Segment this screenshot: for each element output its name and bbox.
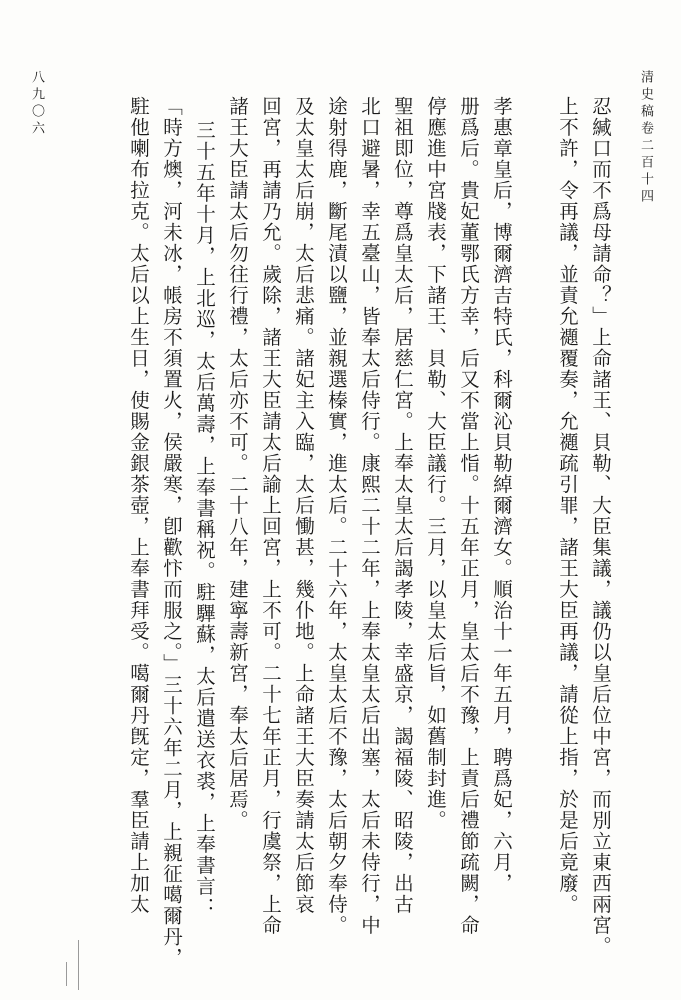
text-column: 孝惠章皇后，博爾濟吉特氏，科爾沁貝勒綽爾濟女。順治十一年五月，聘爲妃，六月， <box>490 96 513 894</box>
page-scratch-mark <box>78 940 79 990</box>
text-column: 册爲后。貴妃董鄂氏方幸，后又不當上恉。十五年正月，皇太后不豫，上責后禮節疏闕，命 <box>457 96 480 936</box>
running-header-title: 清史稿卷二百十四 <box>638 70 653 206</box>
text-column: 途射得鹿，斷尾漬以鹽，並親選榛實，進太后。二十六年，太皇太后不豫，太后朝夕奉侍。 <box>325 96 348 936</box>
text-column: 駐他喇布拉克。太后以上生日，使賜金銀茶壺，上奉書拜受。噶爾丹旣定，羣臣請上加太 <box>127 96 150 915</box>
page-scratch-mark <box>66 962 67 986</box>
text-column: 停應進中宮牋表，下諸王、貝勒、大臣議行。三月，以皇太后旨，如舊制封進。 <box>424 96 447 831</box>
page-number: 八九〇六 <box>29 70 44 138</box>
text-column: 聖祖即位，尊爲皇太后，居慈仁宮。上奉太皇太后謁孝陵，幸盛京，謁福陵、昭陵，出古 <box>391 96 414 915</box>
text-column: 北口避暑，幸五臺山，皆奉太后侍行。康熙二十二年，上奉太皇太后出塞，太后未侍行，中 <box>358 96 381 936</box>
text-column: 三十五年十月，上北巡，太后萬壽，上奉書稱祝。駐驆蘇，太后遣送衣裘，上奉書言： <box>193 120 216 918</box>
text-column: 「時方燠，河未冰，帳房不須置火，侯嚴寒，卽歡忭而服之。」三十六年二月，上親征噶爾丹， <box>160 96 183 969</box>
text-column: 諸王大臣請太后勿往行禮，太后亦不可。二十八年，建寧壽新宮，奉太后居焉。 <box>226 96 249 831</box>
text-column: 及太皇太后崩，太后悲痛。諸妃主入臨，太后慟甚，幾仆地。上命諸王大臣奏請太后節哀 <box>292 96 315 915</box>
text-column: 回宮，再請乃允。歲除，諸王大臣請太后諭上回宮，上不可。二十七年正月，行虞祭，上命 <box>259 96 282 936</box>
text-column: 忍緘口而不爲母請命？」上命諸王、貝勒、大臣集議，議仍以皇后位中宮，而別立東西兩宮。 <box>589 96 612 957</box>
text-column: 上不許，令再議，並責允禵覆奏，允禵疏引罪，諸王大臣再議，請從上指，於是后竟廢。 <box>556 96 579 915</box>
